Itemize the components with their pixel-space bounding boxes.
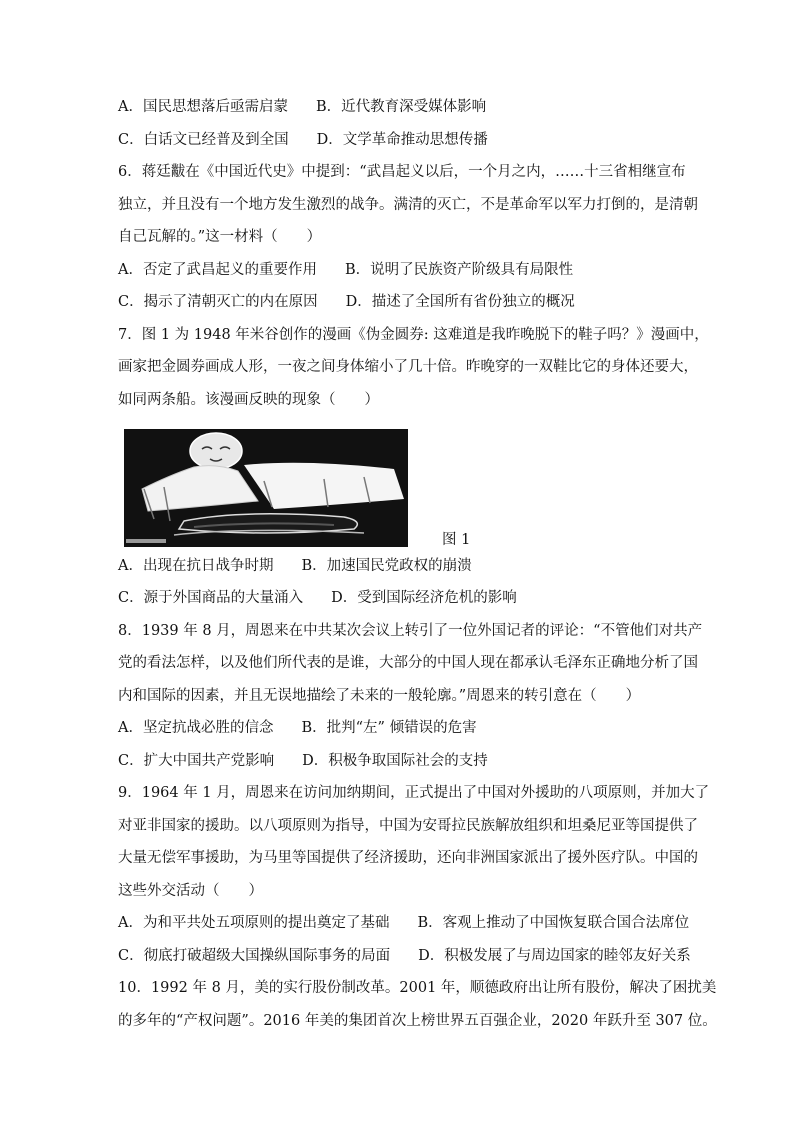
q9-stem-line-1: 9．1964 年 1 月，周恩来在访问加纳期间，正式提出了中国对外援助的八项原则，并加大了: [118, 785, 710, 801]
q5-option-b: B．近代教育深受媒体影响: [315, 99, 487, 115]
question-9: [118, 782, 710, 967]
q8-options-row-1: [118, 717, 678, 739]
q6-options-row-2: [118, 291, 678, 313]
figure-1-label: 图 1: [442, 531, 471, 548]
q7-options-row-2: [118, 587, 678, 609]
question-8: [118, 620, 703, 772]
q6-option-b: B．说明了民族资产阶级具有局限性: [344, 261, 574, 278]
question-10: [118, 977, 717, 1032]
q7-option-c: C．源于外国商品的大量涌入: [118, 590, 304, 606]
q6-stem-line-1: 6．蒋廷黻在《中国近代史》中提到：“武昌起义以后，一个月之内，……十三省相继宣布: [118, 164, 686, 180]
q7-stem-line-1: 7．图 1 为 1948 年米谷创作的漫画《伪金圆券: 这难道是我昨晚脱下的鞋子吗？》漫画中，: [118, 326, 709, 343]
q5-options-row-1: [118, 96, 678, 118]
q8-options-row-2: [118, 750, 678, 772]
q6-option-c: C．揭示了清朝灭亡的内在原因: [118, 294, 318, 310]
q6-option-a: A．否定了武昌起义的重要作用: [118, 261, 317, 278]
question-7: [118, 324, 709, 610]
exam-page: [118, 96, 717, 1042]
q6-option-d: D．描述了全国所有省份独立的概况: [345, 294, 575, 310]
q10-stem-line-2: 的多年的“产权问题”。2016 年美的集团首次上榜世界五百强企业，2020 年跃升至 307 位。: [118, 1012, 717, 1029]
q8-option-c: C．扩大中国共产党影响: [118, 752, 275, 769]
q9-option-d: D．积极发展了与周边国家的睦邻友好关系: [418, 947, 691, 964]
q6-options-row-1: [118, 259, 678, 281]
q6-stem-line-2: 独立，并且没有一个地方发生激烈的战争。满清的灭亡，不是革命军以军力打倒的，是清朝: [118, 196, 698, 213]
q9-options-row-1: [118, 912, 690, 934]
q7-stem-line-2: 画家把金圆券画成人形，一夜之间身体缩小了几十倍。昨晚穿的一双鞋比它的身体还要大，: [118, 359, 698, 375]
question-6: [118, 161, 698, 313]
q9-option-b: B．客观上推动了中国恢复联合国合法席位: [417, 915, 690, 931]
q7-figure: [124, 429, 678, 547]
q7-option-d: D．受到国际经济危机的影响: [331, 590, 517, 606]
q5-option-c: C．白话文已经普及到全国: [118, 131, 289, 148]
q5-option-d: D．文学革命推动思想传播: [316, 131, 488, 148]
q8-stem-line-1: 8．1939 年 8 月，周恩来在中共某次会议上转引了一位外国记者的评论：“不管他们对共产: [118, 622, 703, 639]
q8-option-a: A．坚定抗战必胜的信念: [118, 720, 274, 736]
q9-stem-line-3: 大量无偿军事援助，为马里等国提供了经济援助，还向非洲国家派出了援外医疗队。中国的: [118, 850, 698, 866]
q7-option-b: B．加速国民党政权的崩溃: [301, 557, 472, 574]
q9-stem-line-2: 对亚非国家的援助。以八项原则为指导，中国为安哥拉民族解放组织和坦桑尼亚等国提供了: [118, 817, 698, 834]
q9-option-c: C．彻底打破超级大国操纵国际事务的局面: [118, 947, 391, 964]
q6-stem-line-3: 自己瓦解的。”这一材料（ ）: [118, 229, 322, 245]
q9-stem-line-4: 这些外交活动（ ）: [118, 882, 263, 899]
cartoon-image: [124, 429, 408, 547]
q8-stem-line-3: 内和国际的因素，并且无误地描绘了未来的一般轮廓。”周恩来的转引意在（ ）: [118, 687, 641, 704]
q5-option-a: A．国民思想落后亟需启蒙: [118, 99, 288, 115]
q8-option-d: D．积极争取国际社会的支持: [302, 752, 488, 769]
q9-options-row-2: [118, 945, 691, 967]
q10-stem-line-1: 10．1992 年 8 月，美的实行股份制改革。2001 年，顺德政府出让所有股份，解决了困扰美: [118, 980, 717, 996]
q9-option-a: A．为和平共处五项原则的提出奠定了基础: [118, 915, 390, 931]
q7-options-row-1: [118, 555, 678, 577]
q8-option-b: B．批判“左” 倾错误的危害: [301, 720, 477, 736]
q7-option-a: A．出现在抗日战争时期: [118, 557, 274, 574]
q7-stem-line-3: 如同两条船。该漫画反映的现象（ ）: [118, 391, 379, 408]
q8-stem-line-2: 党的看法怎样，以及他们所代表的是谁，大部分的中国人现在都承认毛泽东正确地分析了国: [118, 655, 698, 671]
q5-options-row-2: [118, 129, 678, 151]
